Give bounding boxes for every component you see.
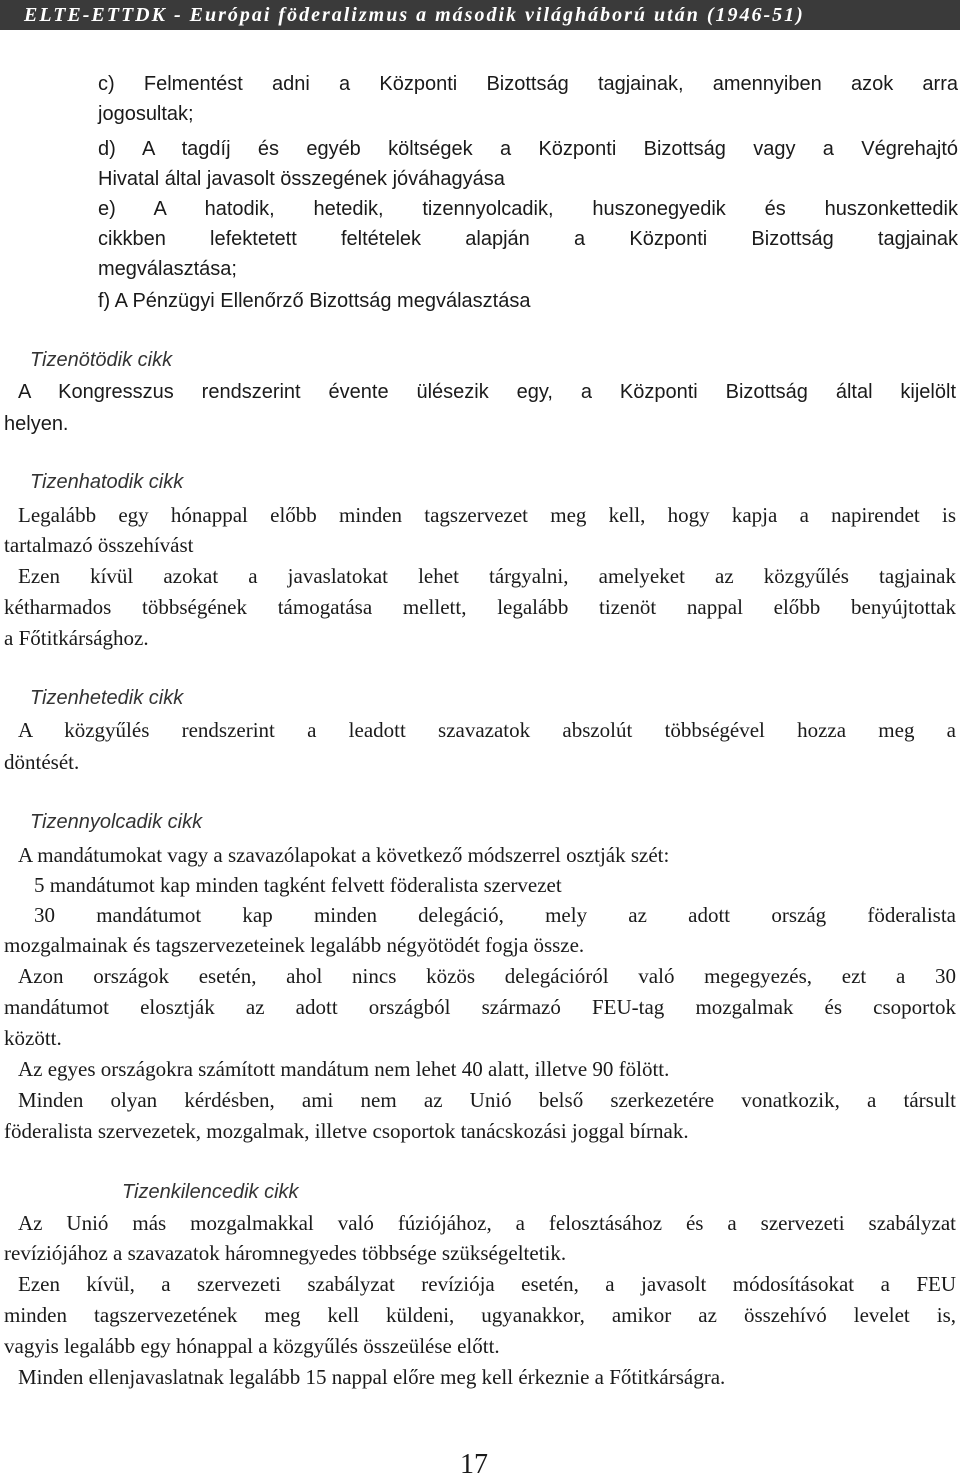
article-16-line-1: Legalább egy hónappal előbb minden tagszervezet meg kell, hogy kapja a napirendet is bbox=[18, 503, 956, 527]
article-16-line-2: tartalmazó összehívást bbox=[4, 533, 194, 557]
item-c-line-2: jogosultak; bbox=[98, 103, 194, 125]
item-c-line-1: c) Felmentést adni a Központi Bizottság tagjainak, amennyiben azok arra bbox=[98, 73, 958, 95]
article-18-line-9: Minden olyan kérdésben, ami nem az Unió belső szerkezetére vonatkozik, a társult bbox=[18, 1088, 956, 1112]
article-17-line-1: A közgyűlés rendszerint a leadott szavazatok abszolút többségével hozza meg a bbox=[18, 718, 956, 742]
article-18-line-3: 30 mandátumot kap minden delegáció, mely az adott ország föderalista bbox=[34, 903, 956, 927]
article-19-line-1: Az Unió más mozgalmakkal való fúziójához, a felosztásához és a szervezeti szabályzat bbox=[18, 1211, 956, 1235]
article-18-line-8: Az egyes országokra számított mandátum nem lehet 40 alatt, illetve 90 fölött. bbox=[18, 1057, 670, 1081]
item-e-line-3: megválasztása; bbox=[98, 258, 237, 280]
article-18-line-7: között. bbox=[4, 1026, 62, 1050]
article-19-line-4: minden tagszervezetének meg kell küldeni, ugyanakkor, amikor az összehívó levelet is, bbox=[4, 1303, 956, 1327]
article-16-line-4: kétharmados többségének támogatása mellett, legalább tizenöt nappal előbb benyújtottak bbox=[4, 595, 956, 619]
page-header: ELTE-ETTDK - Európai föderalizmus a második világháború után (1946-51) bbox=[0, 0, 960, 30]
article-17-line-2: döntését. bbox=[4, 750, 80, 774]
article-19-heading: Tizenkilencedik cikk bbox=[122, 1181, 299, 1203]
article-16-heading: Tizenhatodik cikk bbox=[30, 471, 184, 493]
item-d-line-2: Hivatal által javasolt összegének jóváhagyása bbox=[98, 168, 505, 190]
article-15-heading: Tizenötödik cikk bbox=[30, 349, 173, 371]
article-19-line-3: Ezen kívül, a szervezeti szabályzat revíziója esetén, a javasolt módosításokat a FEU bbox=[18, 1272, 956, 1296]
article-15-line-2: helyen. bbox=[4, 413, 69, 435]
article-17-heading: Tizenhetedik cikk bbox=[30, 687, 184, 709]
item-e-line-2: cikkben lefektetett feltételek alapján a Központi Bizottság tagjainak bbox=[98, 228, 958, 250]
article-19-line-2: revíziójához a szavazatok háromnegyedes többsége szükségeltetik. bbox=[4, 1241, 567, 1265]
article-18-heading: Tizennyolcadik cikk bbox=[30, 811, 203, 833]
article-18-line-4: mozgalmainak és tagszervezeteinek legalább négyötödét fogja össze. bbox=[4, 933, 585, 957]
article-18-line-10: föderalista szervezetek, mozgalmak, illetve csoportok tanácskozási joggal bírnak. bbox=[4, 1119, 689, 1143]
article-18-line-1: A mandátumokat vagy a szavazólapokat a következő módszerrel osztják szét: bbox=[18, 843, 670, 867]
article-18-line-5: Azon országok esetén, ahol nincs közös delegációról való megegyezés, ezt a 30 bbox=[18, 964, 956, 988]
article-18-line-2: 5 mandátumot kap minden tagként felvett föderalista szervezet bbox=[34, 873, 562, 897]
article-19-line-6: Minden ellenjavaslatnak legalább 15 nappal előre meg kell érkeznie a Főtitkárságra. bbox=[18, 1365, 726, 1389]
item-d-line-1: d) A tagdíj és egyéb költségek a Központi Bizottság vagy a Végrehajtó bbox=[98, 138, 958, 160]
article-18-line-6: mandátumot elosztják az adott országból származó FEU-tag mozgalmak és csoportok bbox=[4, 995, 956, 1019]
page-number: 17 bbox=[460, 1449, 488, 1480]
article-16-line-3: Ezen kívül azokat a javaslatokat lehet tárgyalni, amelyeket az közgyűlés tagjainak bbox=[18, 564, 956, 588]
item-e-line-1: e) A hatodik, hetedik, tizennyolcadik, huszonegyedik és huszonkettedik bbox=[98, 198, 958, 220]
article-15-line-1: A Kongresszus rendszerint évente ülésezik egy, a Központi Bizottság által kijelölt bbox=[18, 381, 956, 403]
article-16-line-5: a Főtitkársághoz. bbox=[4, 626, 149, 650]
article-19-line-5: vagyis legalább egy hónappal a közgyűlés összeülése előtt. bbox=[4, 1334, 500, 1358]
item-f-line-1: f) A Pénzügyi Ellenőrző Bizottság megválasztása bbox=[98, 290, 531, 312]
